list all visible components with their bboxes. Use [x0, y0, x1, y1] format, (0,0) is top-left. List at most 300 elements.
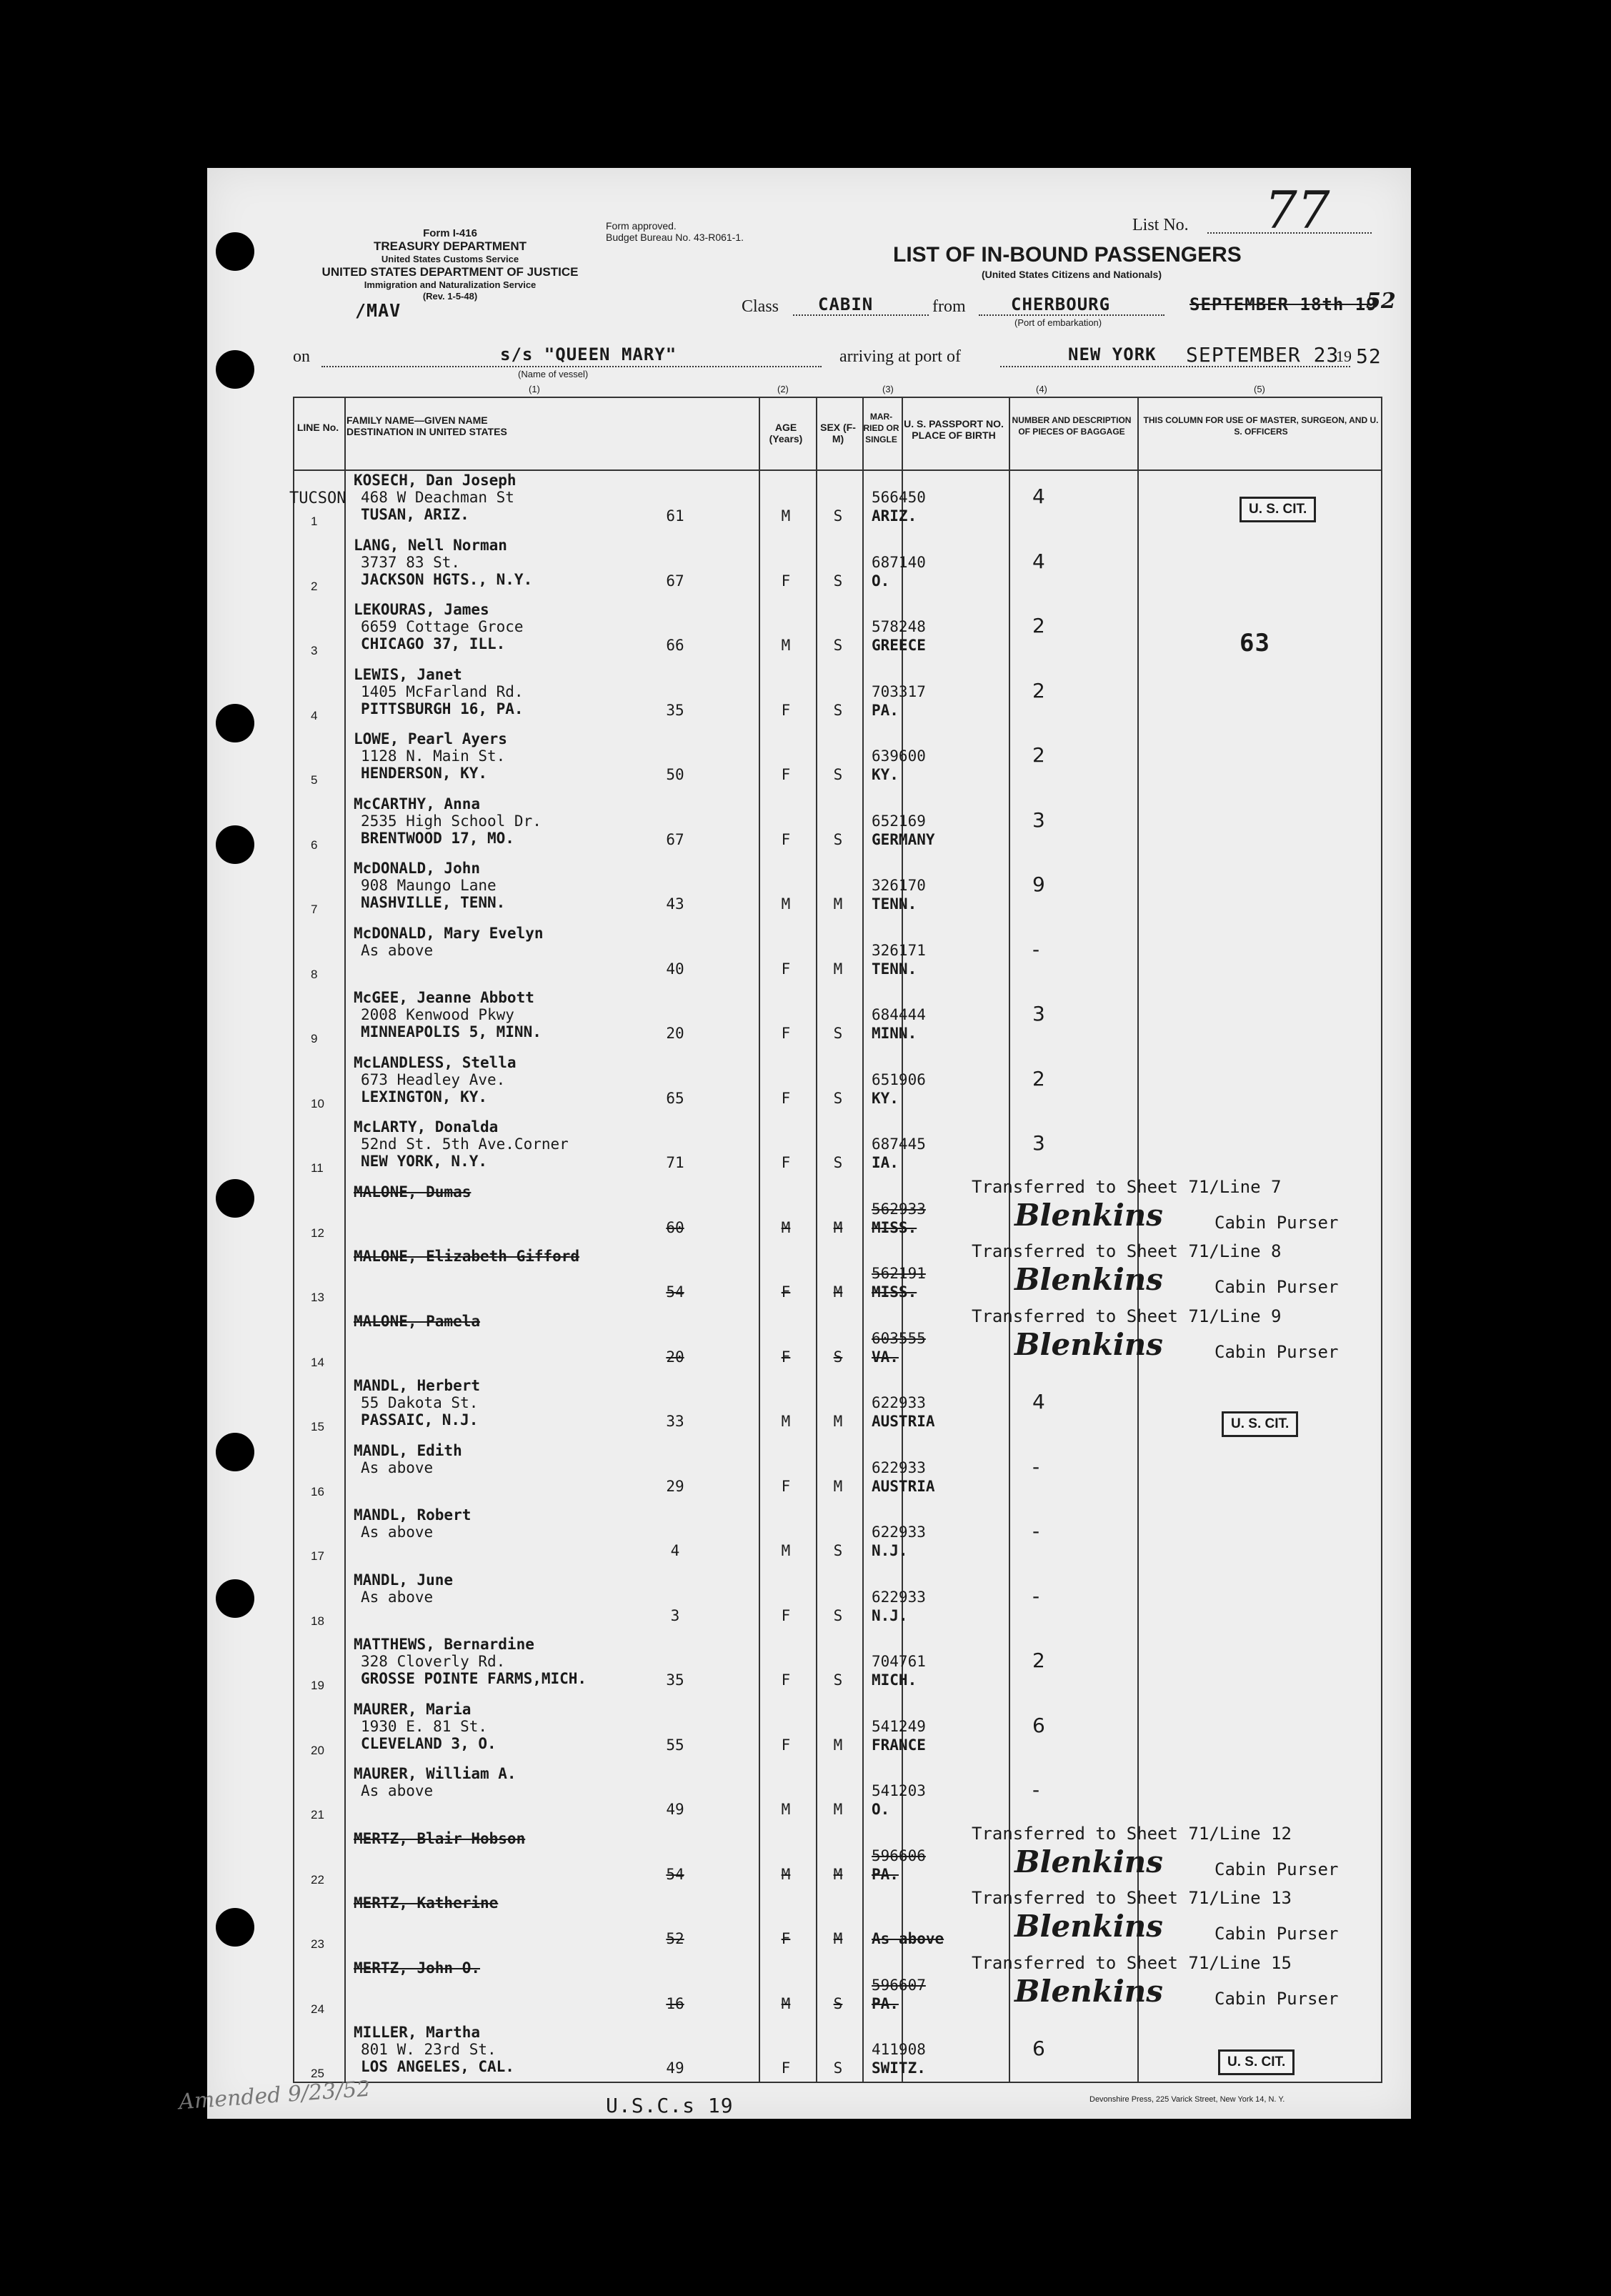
sex: F	[781, 1025, 791, 1042]
transfer-note: Transferred to Sheet 71/Line 8	[972, 1241, 1282, 1261]
on-label: on	[293, 347, 310, 366]
table-row	[293, 600, 1382, 664]
baggage-count: -	[1032, 937, 1040, 961]
table-row	[293, 1053, 1382, 1117]
us-citizen-stamp: U. S. CIT.	[1222, 1411, 1298, 1437]
table-row	[293, 1117, 1382, 1181]
marital-status: S	[833, 2059, 843, 2077]
justice-dept: UNITED STATES DEPARTMENT OF JUSTICE	[321, 265, 579, 279]
passenger-name: McCARTHY, Anna	[354, 795, 481, 812]
form-code-stamp: /MAV	[355, 300, 401, 321]
table-row	[293, 535, 1382, 600]
marital-status: M	[833, 1218, 843, 1236]
age: 60	[666, 1218, 684, 1236]
age: 40	[666, 960, 684, 978]
line-number: 10	[311, 1096, 324, 1110]
passport-number: 541249	[872, 1717, 926, 1735]
place-of-birth: O.	[872, 1801, 890, 1818]
sex: M	[781, 637, 791, 654]
transfer-note: Transferred to Sheet 71/Line 15	[972, 1952, 1292, 1973]
place-of-birth: MISS.	[872, 1218, 917, 1236]
table-row	[293, 1505, 1382, 1569]
sex: F	[781, 1671, 791, 1689]
line-number: 9	[311, 1032, 318, 1045]
binder-hole	[216, 1579, 254, 1618]
marital-status: S	[833, 572, 843, 590]
passport-number: 622933	[872, 1524, 926, 1541]
sex: F	[781, 766, 791, 783]
passenger-name: MANDL, Robert	[354, 1506, 472, 1524]
marital-status: S	[833, 1154, 843, 1171]
vessel-name: s/s "QUEEN MARY"	[500, 344, 677, 364]
uscs-count: U.S.C.s 19	[606, 2094, 734, 2117]
marital-status: M	[833, 895, 843, 913]
passenger-name: McLANDLESS, Stella	[354, 1053, 517, 1071]
transfer-note: Transferred to Sheet 71/Line 7	[972, 1176, 1282, 1197]
sex: M	[781, 1801, 791, 1818]
place-of-birth: PA.	[872, 1994, 899, 2012]
age: 29	[666, 1477, 684, 1495]
passenger-name: MERTZ, Blair Hobson	[354, 1829, 526, 1847]
table-row	[293, 923, 1382, 988]
age: 52	[666, 1930, 684, 1947]
transfer-note: Transferred to Sheet 71/Line 12	[972, 1823, 1292, 1844]
line-number: 20	[311, 1743, 324, 1757]
passenger-name: MAURER, William A.	[354, 1765, 517, 1782]
table-row	[293, 1306, 1382, 1376]
revision: (Rev. 1-5-48)	[422, 291, 478, 302]
address-line-2: TUSAN, ARIZ.	[361, 506, 469, 523]
line-number: 11	[311, 1161, 324, 1175]
class-line	[793, 314, 929, 316]
departure-year: 52	[1366, 289, 1396, 314]
passport-number: 603555	[872, 1329, 926, 1347]
marital-status: M	[833, 960, 843, 978]
passenger-name: LEKOURAS, James	[354, 601, 489, 618]
place-of-birth: TENN.	[872, 895, 917, 913]
line-number: 2	[311, 579, 318, 593]
age: 67	[666, 572, 684, 590]
line-number: 16	[311, 1484, 324, 1499]
marital-status: S	[833, 1994, 843, 2012]
sex: M	[781, 1218, 791, 1236]
header-age: AGE (Years)	[769, 422, 803, 444]
purser-title: Cabin Purser	[1215, 1924, 1339, 1944]
line-number: 25	[311, 2067, 324, 2080]
age: 3	[670, 1606, 680, 1624]
passport-number: 703317	[872, 682, 926, 700]
address-line-2: NEW YORK, N.Y.	[361, 1153, 488, 1170]
sex: F	[781, 1606, 791, 1624]
baggage-count: 2	[1032, 678, 1045, 702]
table-row	[293, 665, 1382, 729]
address-line-1: As above	[361, 1524, 434, 1541]
baggage-count: -	[1032, 1778, 1040, 1801]
passport-number: 652169	[872, 812, 926, 830]
arrival-year: 52	[1356, 344, 1382, 368]
place-of-birth: MISS.	[872, 1283, 917, 1301]
binder-hole	[216, 232, 254, 271]
place-of-birth: MINN.	[872, 1025, 917, 1042]
address-line-2: CLEVELAND 3, O.	[361, 1734, 497, 1752]
address-line-1: 55 Dakota St.	[361, 1394, 479, 1411]
passport-number: 562191	[872, 1265, 926, 1282]
address-line-1: As above	[361, 1458, 434, 1476]
passenger-name: MATTHEWS, Bernardine	[354, 1636, 534, 1653]
col-number-3: (3)	[882, 384, 894, 394]
passenger-name: MALONE, Dumas	[354, 1183, 472, 1201]
sex: F	[781, 701, 791, 719]
passport-number: 578248	[872, 618, 926, 635]
table-row	[293, 1441, 1382, 1505]
port-of-embarkation: CHERBOURG	[1011, 294, 1111, 314]
arrival-date: SEPTEMBER 23	[1186, 343, 1340, 367]
binder-hole	[216, 1908, 254, 1947]
place-of-birth: O.	[872, 572, 890, 590]
passport-number: 687445	[872, 1135, 926, 1153]
age: 61	[666, 507, 684, 525]
marital-status: M	[833, 1865, 843, 1883]
table-row	[289, 470, 1382, 535]
line-number: 5	[311, 773, 318, 787]
place-of-birth: N.J.	[872, 1542, 908, 1559]
line-number: 19	[311, 1679, 324, 1692]
purser-signature: Blenkins	[1014, 1909, 1163, 1944]
address-line-1: 801 W. 23rd St.	[361, 2041, 497, 2058]
passenger-name: MANDL, Herbert	[354, 1377, 481, 1394]
table-row	[293, 1176, 1382, 1246]
passport-number: 411908	[872, 2041, 926, 2058]
table-row	[293, 1634, 1382, 1699]
baggage-count: 3	[1032, 1131, 1045, 1155]
marital-status: S	[833, 1089, 843, 1107]
baggage-count: 6	[1032, 2037, 1045, 2060]
address-line-2: MINNEAPOLIS 5, MINN.	[361, 1023, 542, 1040]
baggage-count: 4	[1032, 484, 1045, 508]
purser-signature: Blenkins	[1014, 1844, 1163, 1879]
baggage-count: 4	[1032, 549, 1045, 573]
baggage-count: 6	[1032, 1713, 1045, 1737]
page-title: LIST OF IN-BOUND PASSENGERS	[893, 243, 1242, 267]
table-row	[293, 988, 1382, 1052]
passenger-name: MERTZ, John O.	[354, 1959, 481, 1977]
marital-status: M	[833, 1413, 843, 1430]
marital-status: S	[833, 1025, 843, 1042]
line-number: 3	[311, 644, 318, 657]
line-number: 23	[311, 1937, 324, 1951]
age: 71	[666, 1154, 684, 1171]
age: 35	[666, 1671, 684, 1689]
baggage-count: 9	[1032, 873, 1045, 896]
age: 66	[666, 637, 684, 654]
passenger-name: McGEE, Jeanne Abbott	[354, 989, 534, 1006]
sex: F	[781, 1736, 791, 1754]
passenger-name: KOSECH, Dan Joseph	[354, 472, 517, 489]
age: 33	[666, 1413, 684, 1430]
sex: M	[781, 895, 791, 913]
sex: M	[781, 1413, 791, 1430]
place-of-birth: SWITZ.	[872, 2059, 926, 2077]
passport-number: 704761	[872, 1653, 926, 1670]
age: 43	[666, 895, 684, 913]
table-row	[293, 1241, 1382, 1311]
passport-number: 639600	[872, 747, 926, 765]
sex: F	[781, 1930, 791, 1947]
sex: F	[781, 960, 791, 978]
col-number-1: (1)	[529, 384, 540, 394]
address-line-1: As above	[361, 1588, 434, 1606]
baggage-count: 3	[1032, 1002, 1045, 1025]
header-officers: THIS COLUMN FOR USE OF MASTER, SURGEON, AND U. S. OFFICERS	[1143, 415, 1379, 437]
address-line-1: 1128 N. Main St.	[361, 747, 506, 765]
passenger-name: McDONALD, Mary Evelyn	[354, 924, 544, 942]
marital-status: S	[833, 1606, 843, 1624]
place-of-birth: As above	[872, 1930, 944, 1947]
address-line-2: PASSAIC, N.J.	[361, 1411, 479, 1428]
address-line-1: As above	[361, 1782, 434, 1799]
place-of-birth: FRANCE	[872, 1736, 926, 1754]
place-of-birth: IA.	[872, 1154, 899, 1171]
departure-date: SEPTEMBER 18th 19	[1189, 294, 1377, 314]
passenger-name: LEWIS, Janet	[354, 665, 462, 683]
place-of-birth: PA.	[872, 701, 899, 719]
vessel-caption: (Name of vessel)	[518, 369, 589, 379]
arriving-label: arriving at port of	[839, 347, 961, 366]
handwritten-correction: TUCSON	[289, 489, 346, 507]
sex: F	[781, 1283, 791, 1301]
col-number-4: (4)	[1036, 384, 1047, 394]
table-row	[293, 858, 1382, 923]
passport-number: 541203	[872, 1782, 926, 1799]
place-of-birth: PA.	[872, 1865, 899, 1883]
line-number: 1	[311, 515, 318, 528]
binder-hole	[216, 825, 254, 864]
marital-status: M	[833, 1477, 843, 1495]
class-label: Class	[742, 297, 779, 316]
page-subtitle: (United States Citizens and Nationals)	[981, 269, 1162, 280]
address-line-2: LEXINGTON, KY.	[361, 1088, 488, 1105]
address-line-1: 1930 E. 81 St.	[361, 1717, 488, 1735]
marital-status: S	[833, 1542, 843, 1559]
sex: F	[781, 1477, 791, 1495]
passenger-name: LANG, Nell Norman	[354, 536, 507, 554]
place-of-birth: KY.	[872, 1089, 899, 1107]
purser-signature: Blenkins	[1014, 1326, 1163, 1362]
passenger-name: MALONE, Elizabeth Gifford	[354, 1248, 580, 1265]
marital-status: S	[833, 830, 843, 848]
passport-number: 562933	[872, 1200, 926, 1218]
printer-credit: Devonshire Press, 225 Varick Street, New York 14, N. Y.	[1089, 2095, 1285, 2104]
place-of-birth: MICH.	[872, 1671, 917, 1689]
address-line-2: CHICAGO 37, ILL.	[361, 635, 506, 652]
marital-status: S	[833, 766, 843, 783]
sex: F	[781, 1154, 791, 1171]
address-line-2: LOS ANGELES, CAL.	[361, 2058, 514, 2075]
passport-number: 622933	[872, 1588, 926, 1606]
binder-hole	[216, 704, 254, 742]
place-of-birth: ARIZ.	[872, 507, 917, 525]
passport-number: 326170	[872, 877, 926, 894]
sex: F	[781, 2059, 791, 2077]
us-citizen-stamp: U. S. CIT.	[1240, 497, 1316, 522]
treasury-dept: TREASURY DEPARTMENT	[373, 239, 527, 253]
baggage-count: 2	[1032, 743, 1045, 767]
sex: M	[781, 1994, 791, 2012]
address-line-1: 3737 83 St.	[361, 553, 461, 571]
age: 20	[666, 1025, 684, 1042]
age: 54	[666, 1865, 684, 1883]
baggage-count: -	[1032, 1454, 1040, 1479]
marital-status: S	[833, 1671, 843, 1689]
passenger-name: McDONALD, John	[354, 860, 481, 877]
header-passport: U. S. PASSPORT NO. PLACE OF BIRTH	[904, 418, 1004, 441]
arrival-century: 19	[1336, 347, 1352, 365]
marital-status: M	[833, 1736, 843, 1754]
place-of-birth: KY.	[872, 766, 899, 783]
marital-status: S	[833, 507, 843, 525]
table-row	[293, 1699, 1382, 1764]
header-name: FAMILY NAME—GIVEN NAME DESTINATION IN UNITED STATES	[346, 414, 507, 437]
age: 16	[666, 1994, 684, 2012]
line-number: 17	[311, 1549, 324, 1563]
address-line-1: 673 Headley Ave.	[361, 1070, 506, 1088]
baggage-count: 2	[1032, 1649, 1045, 1672]
marital-status: S	[833, 701, 843, 719]
place-of-birth: GERMANY	[872, 830, 935, 848]
passport-number: 596606	[872, 1847, 926, 1864]
age: 65	[666, 1089, 684, 1107]
header-line-no: LINE No.	[296, 422, 339, 433]
form-number: Form I-416	[423, 227, 477, 239]
form-approved: Form approved.	[606, 220, 677, 232]
class-value: CABIN	[818, 294, 874, 314]
baggage-count: -	[1032, 1519, 1040, 1543]
address-line-1: 2535 High School Dr.	[361, 812, 542, 830]
from-line	[979, 314, 1164, 316]
passenger-name: MILLER, Martha	[354, 2024, 481, 2041]
age: 55	[666, 1736, 684, 1754]
place-of-birth: TENN.	[872, 960, 917, 978]
sex: F	[781, 1348, 791, 1366]
address-line-1: 2008 Kenwood Pkwy	[361, 1006, 514, 1023]
line-number: 8	[311, 967, 318, 981]
place-of-birth: VA.	[872, 1348, 899, 1366]
baggage-count: 2	[1032, 614, 1045, 637]
line-number: 18	[311, 1614, 324, 1628]
binder-hole	[216, 350, 254, 389]
purser-title: Cabin Purser	[1215, 1212, 1339, 1233]
place-of-birth: N.J.	[872, 1606, 908, 1624]
address-line-1: 6659 Cottage Groce	[361, 618, 524, 635]
passport-number: 684444	[872, 1006, 926, 1023]
passport-number: 596607	[872, 1976, 926, 1994]
line-number: 4	[311, 708, 318, 722]
line-number: 15	[311, 1420, 324, 1433]
table-row	[293, 1823, 1382, 1893]
line-number: 12	[311, 1226, 324, 1240]
sex: M	[781, 1542, 791, 1559]
count-stamp: 63	[1240, 629, 1270, 657]
line-number: 22	[311, 1872, 324, 1887]
place-of-birth: AUSTRIA	[872, 1477, 935, 1495]
table-row	[293, 1570, 1382, 1634]
age: 49	[666, 2059, 684, 2077]
margin-annotation: Amended 9/23/52	[178, 2076, 371, 2115]
list-number: 77	[1265, 180, 1330, 240]
passport-number: 622933	[872, 1394, 926, 1411]
marital-status: S	[833, 1348, 843, 1366]
purser-signature: Blenkins	[1014, 1973, 1163, 2009]
address-line-1: 908 Maungo Lane	[361, 877, 497, 894]
purser-title: Cabin Purser	[1215, 1277, 1339, 1297]
passenger-name: MALONE, Pamela	[354, 1312, 481, 1330]
budget-bureau: Budget Bureau No. 43-R061-1.	[606, 232, 744, 243]
binder-hole	[216, 1179, 254, 1218]
line-number: 14	[311, 1355, 324, 1369]
line-number: 6	[311, 838, 318, 852]
passenger-name: MANDL, June	[354, 1571, 454, 1589]
sex: F	[781, 572, 791, 590]
address-line-2: JACKSON HGTS., N.Y.	[361, 570, 533, 588]
age: 50	[666, 766, 684, 783]
address-line-1: As above	[361, 941, 434, 959]
marital-status: S	[833, 637, 843, 654]
arrival-port: NEW YORK	[1068, 344, 1157, 364]
purser-signature: Blenkins	[1014, 1262, 1163, 1297]
passport-number: 651906	[872, 1070, 926, 1088]
purser-title: Cabin Purser	[1215, 1859, 1339, 1879]
marital-status: M	[833, 1283, 843, 1301]
sex: F	[781, 1089, 791, 1107]
marital-status: M	[833, 1930, 843, 1947]
address-line-2: PITTSBURGH 16, PA.	[361, 700, 524, 717]
age: 20	[666, 1348, 684, 1366]
table-row	[293, 1764, 1382, 1828]
transfer-note: Transferred to Sheet 71/Line 13	[972, 1888, 1292, 1908]
header-sex: SEX (F-M)	[820, 422, 856, 444]
table-row	[293, 1952, 1382, 2022]
age: 49	[666, 1801, 684, 1818]
sex: M	[781, 1865, 791, 1883]
address-line-2: NASHVILLE, TENN.	[361, 894, 506, 911]
passenger-name: McLARTY, Donalda	[354, 1118, 499, 1135]
baggage-count: 2	[1032, 1066, 1045, 1090]
port-caption: (Port of embarkation)	[1014, 317, 1102, 328]
passenger-name: LOWE, Pearl Ayers	[354, 730, 507, 747]
purser-title: Cabin Purser	[1215, 1988, 1339, 2009]
purser-signature: Blenkins	[1014, 1197, 1163, 1233]
place-of-birth: GREECE	[872, 637, 926, 654]
col-number-2: (2)	[777, 384, 789, 394]
table-row	[293, 1376, 1382, 1440]
sex: F	[781, 830, 791, 848]
header-baggage: NUMBER AND DESCRIPTION OF PIECES OF BAGGAGE	[1012, 415, 1132, 437]
age: 67	[666, 830, 684, 848]
passenger-name: MERTZ, Katherine	[354, 1894, 499, 1912]
marital-status: M	[833, 1801, 843, 1818]
from-label: from	[932, 297, 966, 316]
table-row	[293, 729, 1382, 793]
baggage-count: 4	[1032, 1390, 1045, 1413]
table-row	[293, 794, 1382, 858]
passenger-name: MAURER, Maria	[354, 1700, 472, 1718]
address-line-1: 52nd St. 5th Ave.Corner	[361, 1135, 569, 1153]
line-number: 13	[311, 1291, 324, 1304]
binder-hole	[216, 1433, 254, 1471]
address-line-1: 468 W Deachman St	[361, 489, 514, 506]
address-line-2: BRENTWOOD 17, MO.	[361, 829, 514, 847]
place-of-birth: AUSTRIA	[872, 1413, 935, 1430]
